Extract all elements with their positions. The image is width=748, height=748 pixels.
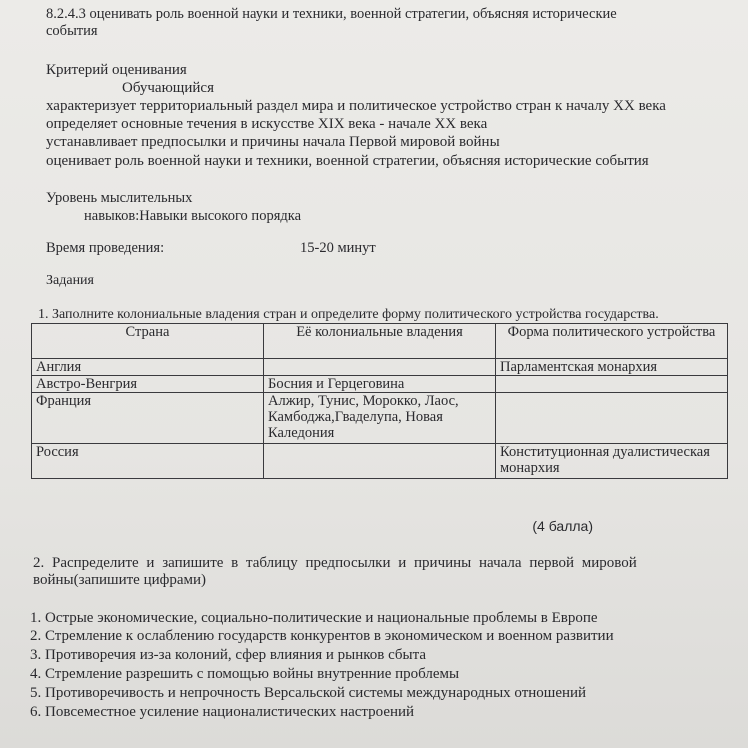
level-line-1: Уровень мыслительных bbox=[46, 190, 193, 206]
table-row bbox=[32, 444, 728, 479]
list-item: 5. Противоречивость и непрочность Версальской системы международных отношений bbox=[30, 685, 587, 701]
cell-country: Англия bbox=[32, 359, 264, 376]
table-row bbox=[32, 393, 728, 444]
header-form: Форма политического устройства bbox=[496, 324, 728, 359]
cell-form: Парламентская монархия bbox=[496, 359, 728, 376]
cell-form bbox=[496, 376, 728, 393]
table-header-row bbox=[32, 324, 728, 359]
task-2-text-line-1: 2. Распределите и запишите в таблицу предпосылки и причины начала первой мировой bbox=[33, 555, 637, 571]
table-row bbox=[32, 359, 728, 376]
criteria-item: определяет основные течения в искусстве XIX века - начале XX века bbox=[46, 116, 488, 132]
cell-country: Россия bbox=[32, 444, 264, 479]
criteria-item: характеризует территориальный раздел мира и политическое устройство стран к началу XX века bbox=[46, 98, 666, 114]
cell-colonies bbox=[264, 444, 496, 479]
list-item: 6. Повсеместное усиление националистических настроений bbox=[30, 704, 415, 720]
table-row bbox=[32, 376, 728, 393]
criteria-title: Критерий оценивания bbox=[46, 62, 187, 78]
criteria-item: устанавливает предпосылки и причины начала Первой мировой войны bbox=[46, 134, 500, 150]
cell-colonies bbox=[264, 359, 496, 376]
criteria-item: оценивает роль военной науки и техники, военной стратегии, объясняя исторические события bbox=[46, 153, 649, 169]
criteria-subtitle: Обучающийся bbox=[122, 80, 214, 96]
list-item: 1. Острые экономические, социально-политические и национальные проблемы в Европе bbox=[30, 610, 598, 626]
objective-line-1: 8.2.4.3 оценивать роль военной науки и техники, военной стратегии, объясняя исторические bbox=[46, 6, 617, 22]
level-line-2: навыков:Навыки высокого порядка bbox=[84, 208, 302, 224]
list-item: 4. Стремление разрешить с помощью войны внутренние проблемы bbox=[30, 666, 460, 682]
colonies-table bbox=[31, 323, 728, 479]
cell-country: Австро-Венгрия bbox=[32, 376, 264, 393]
tasks-heading: Задания bbox=[46, 273, 94, 288]
cell-colonies: Босния и Герцеговина bbox=[264, 376, 496, 393]
cell-country: Франция bbox=[32, 393, 264, 444]
cell-form: Конституционная дуалистическая монархия bbox=[496, 444, 728, 479]
list-item: 3. Противоречия из-за колоний, сфер влияния и рынков сбыта bbox=[30, 647, 427, 663]
list-item: 2. Стремление к ослаблению государств конкурентов в экономическом и военном развитии bbox=[30, 628, 614, 644]
task-2-text-line-2: войны(запишите цифрами) bbox=[33, 572, 207, 588]
cell-colonies: Алжир, Тунис, Морокко, Лаос, Камбоджа,Гваделупа, Новая Каледония bbox=[264, 393, 496, 444]
time-value: 15-20 минут bbox=[300, 240, 376, 256]
header-colonies: Её колониальные владения bbox=[264, 324, 496, 359]
task-1-points: (4 балла) bbox=[532, 518, 593, 534]
task-1-text: 1. Заполните колониальные владения стран и определите форму политического устройства государства. bbox=[38, 307, 659, 322]
objective-line-2: события bbox=[46, 23, 98, 39]
header-country: Страна bbox=[32, 324, 264, 359]
cell-form bbox=[496, 393, 728, 444]
time-label: Время проведения: bbox=[46, 240, 165, 256]
